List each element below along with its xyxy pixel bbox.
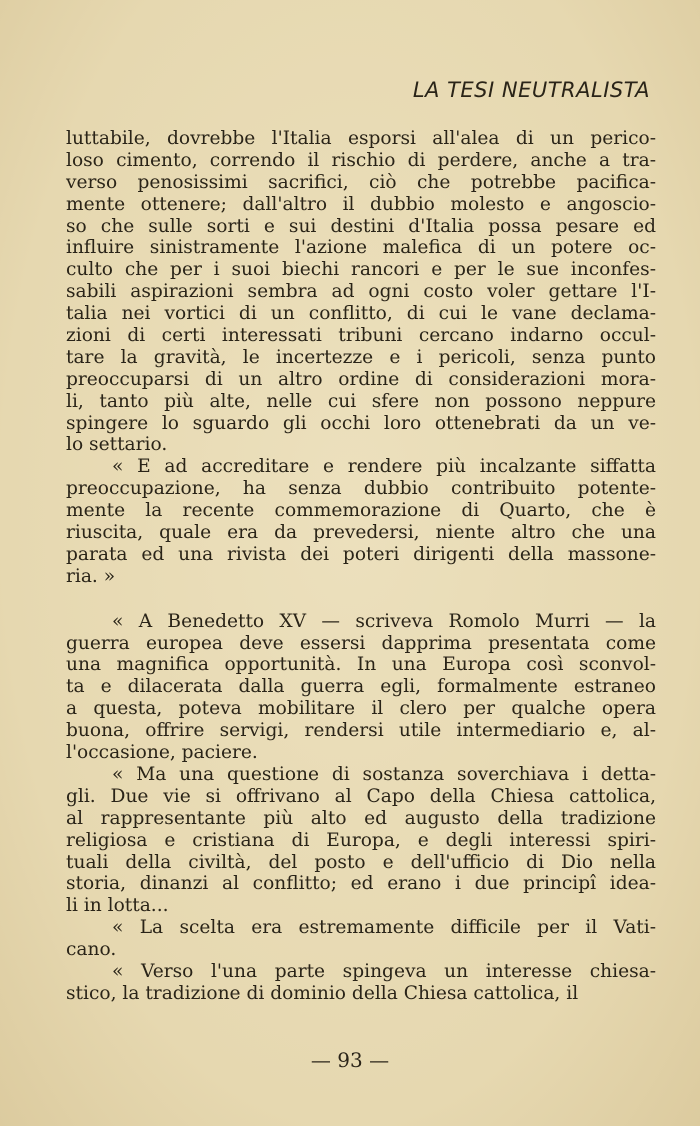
text-line: stico, la tradizione di dominio della Chiesa cattolica, il <box>66 982 579 1004</box>
text-line: « Verso l'una parte spingeva un interesse chiesa- <box>112 960 656 982</box>
text-line: l'occasione, paciere. <box>66 742 258 764</box>
text-line: « La scelta era estremamente difficile per il Vati- <box>112 917 656 939</box>
text-line: ria. » <box>66 565 116 587</box>
text-line: ta e dilacerata dalla guerra egli, formalmente estraneo <box>66 676 656 698</box>
text-line: guerra europea deve essersi dapprima presentata come <box>66 632 656 654</box>
text-line: a questa, poteva mobilitare il clero per qualche opera <box>66 698 656 720</box>
text-line: religiosa e cristiana di Europa, e degli interessi spiri- <box>66 829 656 851</box>
paragraph <box>66 128 656 456</box>
text-line: parata ed una rivista dei poteri dirigenti della massone- <box>66 543 656 565</box>
text-line: storia, dinanzi al conflitto; ed erano i due principî idea- <box>66 873 656 895</box>
paragraph <box>66 764 656 917</box>
paragraph <box>66 611 656 764</box>
text-line: « A Benedetto XV — scriveva Romolo Murri — la <box>112 610 656 632</box>
page-number: — 93 — <box>310 1048 390 1072</box>
text-line: influire sinistramente l'azione malefica di un potere oc- <box>66 237 656 259</box>
paragraph <box>66 917 656 961</box>
paragraph-gap <box>66 588 656 611</box>
paragraph <box>66 456 656 587</box>
text-line: li, tanto più alte, nelle cui sfere non possono neppure <box>66 390 656 412</box>
text-line: preoccupazione, ha senza dubbio contribuito potente- <box>66 478 656 500</box>
text-line: li in lotta... <box>66 895 169 917</box>
text-line: cano. <box>66 939 117 961</box>
text-line: mente ottenere; dall'altro il dubbio molesto e angoscio- <box>66 193 656 215</box>
text-line: buona, offrire servigi, rendersi utile intermediario e, al- <box>66 720 656 742</box>
text-line: una magnifica opportunità. In una Europa così sconvol- <box>66 654 656 676</box>
text-line: « E ad accreditare e rendere più incalzante siffatta <box>112 456 656 478</box>
text-line: zioni di certi interessati tribuni cercano indarno occul- <box>66 325 656 347</box>
text-line: « Ma una questione di sostanza soverchiava i detta- <box>112 763 656 785</box>
text-line: so che sulle sorti e sui destini d'Italia possa pesare ed <box>66 215 656 237</box>
running-head: LA TESI NEUTRALISTA <box>412 78 650 102</box>
text-line: mente la recente commemorazione di Quarto, che è <box>66 500 656 522</box>
text-line: gli. Due vie si offrivano al Capo della Chiesa cattolica, <box>66 785 656 807</box>
text-line: culto che per i suoi biechi rancori e per le sue inconfes- <box>66 259 656 281</box>
text-line: loso cimento, correndo il rischio di perdere, anche a tra- <box>66 149 656 171</box>
text-line: spingere lo sguardo gli occhi loro ottenebrati da un ve- <box>66 412 656 434</box>
text-line: al rappresentante più alto ed augusto della tradizione <box>66 807 656 829</box>
text-line: lo settario. <box>66 434 168 456</box>
text-line: sabili aspirazioni sembra ad ogni costo voler gettare l'I- <box>66 281 656 303</box>
text-line: tuali della civiltà, del posto e dell'ufficio di Dio nella <box>66 851 656 873</box>
text-line: talia nei vortici di un conflitto, di cui le vane declama- <box>66 303 656 325</box>
body-text <box>66 128 656 1005</box>
text-line: verso penosissimi sacrifici, ciò che potrebbe pacifica- <box>66 171 656 193</box>
text-line: preoccuparsi di un altro ordine di considerazioni mora- <box>66 368 656 390</box>
text-line: tare la gravità, le incertezze e i pericoli, senza punto <box>66 346 656 368</box>
text-line: riuscita, quale era da prevedersi, niente altro che una <box>66 522 656 544</box>
text-line: luttabile, dovrebbe l'Italia esporsi all'alea di un perico- <box>66 128 656 149</box>
paragraph <box>66 961 656 1005</box>
